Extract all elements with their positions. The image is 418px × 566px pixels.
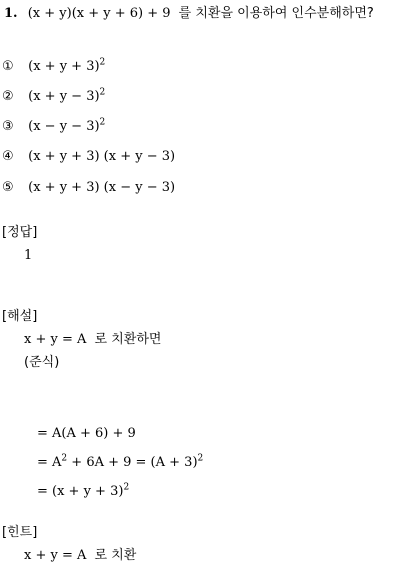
solution-step-3 bbox=[37, 484, 129, 500]
solution-step-3-text: = (x + y + 3) bbox=[37, 484, 124, 499]
option-2[interactable] bbox=[2, 89, 105, 105]
hint-substitution-text: 로 치환 bbox=[94, 548, 137, 563]
option-4-mark: ④ bbox=[2, 149, 14, 164]
option-3-exp: 2 bbox=[99, 117, 106, 128]
solution-line-1 bbox=[24, 332, 161, 348]
solution-substitution: x + y = A bbox=[24, 332, 87, 347]
option-5-text: (x + y + 3) (x − y − 3) bbox=[28, 180, 176, 195]
solution-step-3-exp: 2 bbox=[123, 482, 130, 493]
option-3[interactable] bbox=[2, 119, 105, 135]
option-3-mark: ③ bbox=[2, 119, 14, 134]
option-2-text: (x + y − 3) bbox=[28, 89, 100, 104]
option-5[interactable] bbox=[2, 180, 175, 196]
option-5-mark: ⑤ bbox=[2, 180, 14, 195]
option-1-text: (x + y + 3) bbox=[28, 59, 100, 74]
solution-step-1: = A(A + 6) + 9 bbox=[37, 426, 136, 441]
hint-label: [힌트] bbox=[2, 525, 38, 540]
hint-substitution: x + y = A bbox=[24, 548, 87, 563]
hint-line bbox=[24, 548, 136, 564]
option-4[interactable] bbox=[2, 149, 175, 165]
option-3-text: (x − y − 3) bbox=[28, 119, 100, 134]
solution-step-2a: = A bbox=[37, 455, 62, 470]
option-4-text: (x + y + 3) (x + y − 3) bbox=[28, 149, 176, 164]
question-expression: (x + y)(x + y + 6) + 9 bbox=[27, 6, 171, 21]
option-1[interactable] bbox=[2, 59, 105, 75]
solution-step-2a-exp: 2 bbox=[61, 453, 68, 464]
option-1-exp: 2 bbox=[99, 57, 106, 68]
answer-value: 1 bbox=[24, 248, 33, 263]
answer-label: [정답] bbox=[2, 225, 38, 240]
solution-line-2: (준식) bbox=[24, 355, 60, 370]
solution-label: [해설] bbox=[2, 309, 38, 324]
solution-step-2b-exp: 2 bbox=[197, 453, 204, 464]
solution-substitution-text: 로 치환하면 bbox=[94, 332, 162, 347]
option-1-mark: ① bbox=[2, 59, 14, 74]
solution-step-2b: + 6A + 9 = (A + 3) bbox=[67, 455, 198, 470]
option-2-exp: 2 bbox=[99, 87, 106, 98]
question-line bbox=[4, 6, 374, 22]
option-2-mark: ② bbox=[2, 89, 14, 104]
question-prompt: 를 치환을 이용하여 인수분해하면? bbox=[178, 6, 374, 21]
question-number: 1. bbox=[4, 6, 18, 21]
solution-step-2 bbox=[37, 455, 203, 471]
